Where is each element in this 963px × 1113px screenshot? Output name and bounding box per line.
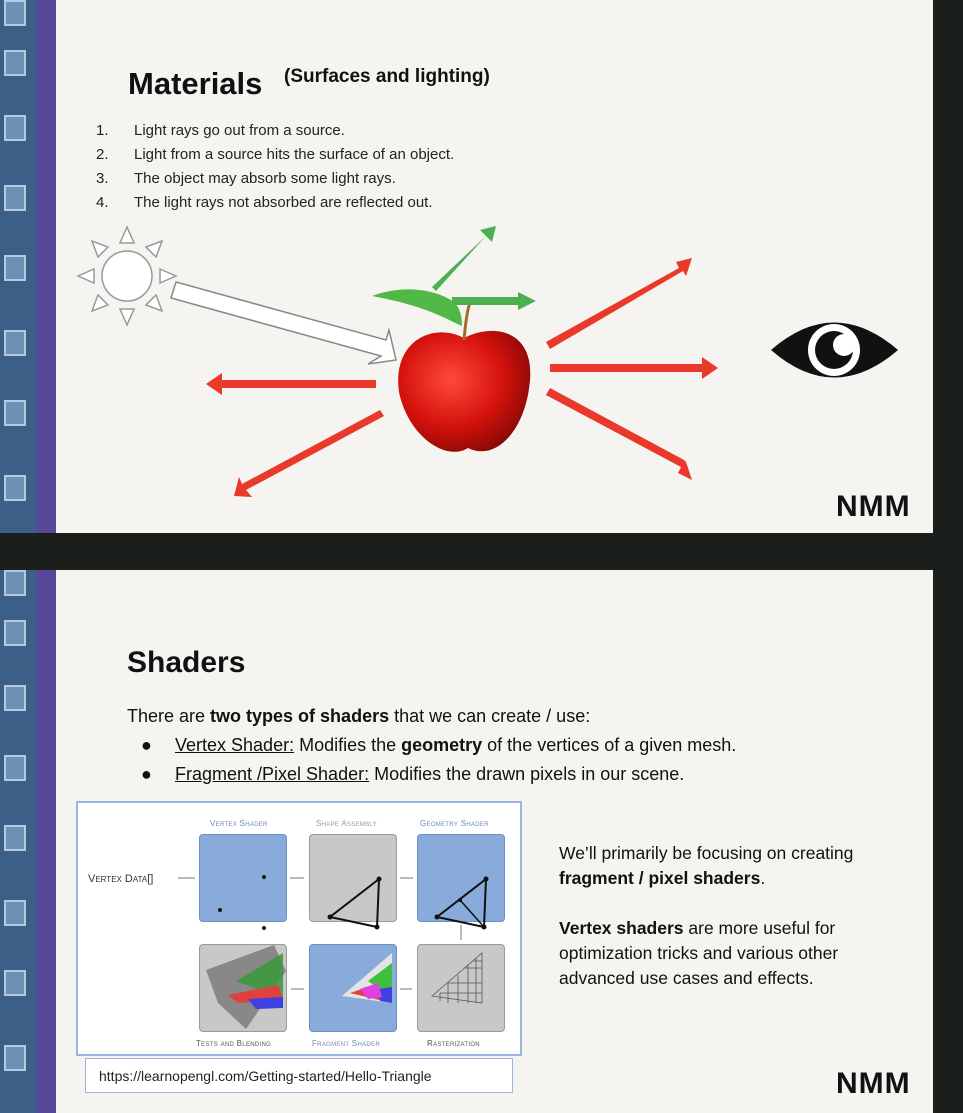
stage-label: Rasterization [427,1039,480,1048]
background-building [0,0,36,533]
list-item: 4. The light rays not absorbed are reflected out. [96,194,433,211]
apple-icon [372,289,530,451]
list-item: 3. The object may absorb some light rays. [96,170,396,187]
shape-assembly-box [309,834,397,922]
nmm-logo: NMM [836,490,911,523]
list-item: ● Fragment /Pixel Shader: Modifies the drawn pixels in our scene. [141,764,685,784]
incoming-light-arrow [171,282,396,364]
reflected-light-arrows [206,258,718,497]
list-item: ● Vertex Shader: Modifies the geometry of the vertices of a given mesh. [141,735,737,755]
slide-subtitle: (Surfaces and lighting) [284,66,490,87]
accent-bar [36,570,56,1113]
intro-text: There are two types of shaders that we can create / use: [127,706,591,726]
right-frame [933,0,963,1113]
accent-bar [36,0,56,533]
stage-label: Geometry Shader [420,819,489,828]
source-link[interactable]: https://learnopengl.com/Getting-started/Hello-Triangle [85,1058,513,1093]
stage-label: Tests and Blending [196,1039,272,1048]
fragment-shader-box [309,944,397,1032]
steps-list [96,122,454,218]
list-item: 2. Light from a source hits the surface of an object. [96,146,455,163]
stage-label: Vertex Shader [210,819,268,828]
pipeline-diagram [76,801,522,1056]
geometry-shader-box [417,834,505,922]
slide-title: Materials [128,66,263,101]
eye-icon [771,323,898,378]
nmm-logo: NMM [836,1067,911,1100]
slide-title: Shaders [127,646,246,679]
stage-label: Shape Assembly [316,819,377,828]
stage-label: Fragment Shader [312,1039,380,1048]
list-item: 1. Light rays go out from a source. [96,122,345,139]
slide-shaders [56,570,933,1113]
background-building [0,570,36,1113]
vertex-shader-box [199,834,287,922]
slide-materials [56,0,933,533]
rasterization-box [417,944,505,1032]
focus-note: We’ll primarily be focusing on creating fragment / pixel shaders. [559,843,854,888]
vertex-data-label: Vertex Data[] [88,873,154,885]
tests-blending-box [199,944,287,1032]
sun-icon [78,227,176,325]
vertex-note: Vertex shaders are more useful for optimization tricks and various other advanced use cases and effects. [559,918,839,988]
absorbed-light-arrows [432,226,536,310]
